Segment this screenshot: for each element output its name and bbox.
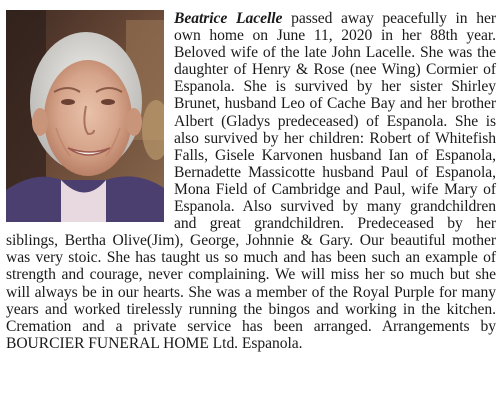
portrait-photo-image bbox=[6, 10, 164, 222]
deceased-name: Beatrice Lacelle bbox=[174, 10, 283, 27]
obituary-body-text: passed away peacefully in her own home on June 11, 2020 in her 88th year. Beloved wife of the late John Lacelle. She was the daughter of Henry & Rose (nee Wing) Cormier of Espanola. She is survived by her sister Shirley Brunet, husband Leo of Cache Bay and her brother Albert (Gladys predeceased) of Espanola. She is also survived by her children: Robert of Whitefish Falls, Gisele Karvonen husband Ian of Espanola, Bernadette Massicotte husband Paul of Espanola, Mona Field of Cambridge and Paul, wife Mary of Espanola. Also survived by many grandchildren and great grandchildren. Predeceased by her siblings, Bertha Olive(Jim), George, Johnnie & Gary. Our beautiful mother was very stoic. She has taught us so much and has been such an example of strength and courage, never complaining. We will miss her so much but she will always be in our hearts. She was a member of the Royal Purple for many years and worked tirelessly running the bingos and working in the kitchen. Cremation and a private service has been arranged. Arrangements by BOURCIER FUNERAL HOME Ltd. Espanola. bbox=[6, 10, 496, 352]
portrait-photo bbox=[6, 10, 164, 222]
obituary-notice bbox=[6, 10, 496, 352]
